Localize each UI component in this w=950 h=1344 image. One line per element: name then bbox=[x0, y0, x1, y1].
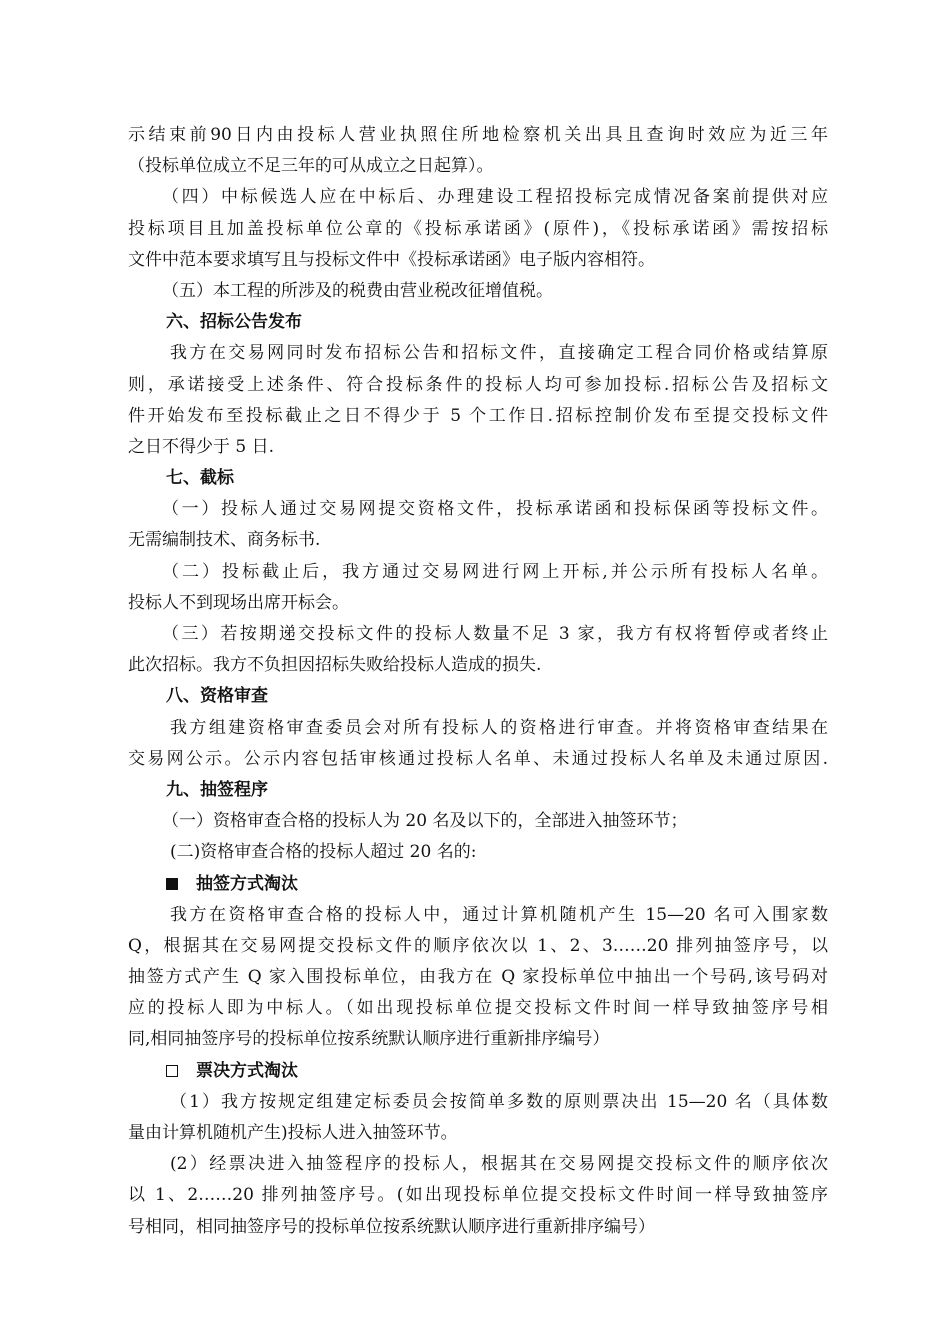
paragraph-line bbox=[128, 525, 828, 556]
line-text: Q，根据其在交易网提交投标文件的顺序依次以 1、2、3……20 排列抽签序号，以 bbox=[128, 935, 828, 956]
line-text: 件开始发布至投标截止之日不得少于 5 个工作日.招标控制价发布至提交投标文件 bbox=[128, 405, 828, 426]
line-text: 示结束前90日内由投标人营业执照住所地检察机关出具且查询时效应为近三年 bbox=[128, 125, 828, 145]
document-page bbox=[128, 120, 828, 1243]
line-text: 投标人不到现场出席开标会。 bbox=[128, 592, 349, 613]
section-heading bbox=[128, 307, 828, 338]
filled-square-bullet-icon bbox=[166, 878, 178, 890]
paragraph-line bbox=[128, 370, 828, 401]
paragraph-line bbox=[128, 182, 828, 213]
paragraph-line bbox=[128, 1149, 828, 1180]
paragraph-line bbox=[128, 993, 828, 1024]
line-text: (2）经票决进入抽签程序的投标人，根据其在交易网提交投标文件的顺序依次 bbox=[170, 1154, 828, 1175]
line-text: 六、招标公告发布 bbox=[166, 312, 302, 333]
paragraph-line bbox=[128, 1087, 828, 1118]
paragraph-line bbox=[128, 650, 828, 681]
line-text: 量由计算机随机产生)投标人进入抽签环节。 bbox=[128, 1123, 458, 1143]
paragraph-line bbox=[128, 214, 828, 245]
line-text: （一）投标人通过交易网提交资格文件，投标承诺函和投标保函等投标文件。 bbox=[162, 499, 828, 520]
paragraph-line bbox=[128, 1180, 828, 1211]
paragraph-line bbox=[128, 276, 828, 307]
line-text: 票决方式淘汰 bbox=[196, 1060, 298, 1081]
line-text: 交易网公示。公示内容包括审核通过投标人名单、未通过投标人名单及未通过原因. bbox=[128, 748, 828, 769]
line-text: 号相同，相同抽签序号的投标单位按系统默认顺序进行重新排序编号） bbox=[128, 1216, 655, 1237]
line-text: （三）若按期递交投标文件的投标人数量不足 3 家，我方有权将暂停或者终止 bbox=[162, 624, 828, 644]
section-heading bbox=[128, 681, 828, 712]
paragraph-line bbox=[128, 338, 828, 369]
line-text: （四）中标候选人应在中标后、办理建设工程招投标完成情况备案前提供对应 bbox=[162, 187, 828, 208]
paragraph-line bbox=[128, 557, 828, 588]
line-text: 应的投标人即为中标人。（如出现投标单位提交投标文件时间一样导致抽签序号相 bbox=[128, 998, 828, 1019]
line-text: （1）我方按规定组建定标委员会按简单多数的原则票决出 15—20 名（具体数 bbox=[170, 1091, 828, 1112]
line-text: 我方组建资格审查委员会对所有投标人的资格进行审查。并将资格审查结果在 bbox=[170, 717, 828, 738]
line-text: 则，承诺接受上述条件、符合投标条件的投标人均可参加投标.招标公告及招标文 bbox=[128, 374, 828, 395]
paragraph-line bbox=[128, 432, 828, 463]
paragraph-line bbox=[128, 1024, 828, 1055]
paragraph-line bbox=[128, 494, 828, 525]
line-text: 同,相同抽签序号的投标单位按系统默认顺序进行重新排序编号） bbox=[128, 1029, 610, 1050]
line-text: （二）投标截止后，我方通过交易网进行网上开标,并公示所有投标人名单。 bbox=[162, 561, 828, 582]
empty-square-bullet-icon bbox=[166, 1065, 178, 1077]
section-heading bbox=[128, 463, 828, 494]
section-heading bbox=[128, 869, 828, 900]
line-text: （一）资格审查合格的投标人为 20 名及以下的，全部进入抽签环节； bbox=[162, 811, 688, 832]
line-text: 八、资格审查 bbox=[166, 686, 268, 707]
line-text: 投标项目且加盖投标单位公章的《投标承诺函》(原件)，《投标承诺函》需按招标 bbox=[128, 218, 828, 239]
paragraph-line bbox=[128, 245, 828, 276]
section-heading bbox=[128, 1056, 828, 1087]
paragraph-line bbox=[128, 401, 828, 432]
line-text: 我方在交易网同时发布招标公告和招标文件，直接确定工程合同价格或结算原 bbox=[170, 343, 828, 364]
paragraph-line bbox=[128, 837, 828, 868]
line-text: 我方在资格审查合格的投标人中，通过计算机随机产生 15—20 名可入围家数 bbox=[170, 904, 828, 925]
line-text: 七、截标 bbox=[166, 468, 234, 489]
line-text: （五）本工程的所涉及的税费由营业税改征增值税。 bbox=[162, 280, 553, 301]
paragraph-line bbox=[128, 1118, 828, 1149]
line-text: 抽签方式产生 Q 家入围投标单位，由我方在 Q 家投标单位中抽出一个号码,该号码对 bbox=[128, 967, 828, 988]
line-text: (二)资格审查合格的投标人超过 20 名的: bbox=[170, 842, 477, 863]
line-text: 九、抽签程序 bbox=[166, 779, 268, 800]
paragraph-line bbox=[128, 588, 828, 619]
section-heading bbox=[128, 775, 828, 806]
line-text: 此次招标。我方不负担因招标失败给投标人造成的损失. bbox=[128, 655, 542, 676]
paragraph-line bbox=[128, 931, 828, 962]
paragraph-line bbox=[128, 619, 828, 650]
paragraph-line bbox=[128, 713, 828, 744]
line-text: 抽签方式淘汰 bbox=[196, 873, 298, 894]
paragraph-line bbox=[128, 744, 828, 775]
line-text: （投标单位成立不足三年的可从成立之日起算）。 bbox=[128, 156, 494, 177]
line-text: 无需编制技术、商务标书. bbox=[128, 530, 321, 551]
line-text: 文件中范本要求填写且与投标文件中《投标承诺函》电子版内容相符。 bbox=[128, 249, 655, 270]
paragraph-line bbox=[128, 151, 828, 182]
line-text: 以 1、2……20 排列抽签序号。(如出现投标单位提交投标文件时间一样导致抽签序 bbox=[128, 1185, 828, 1206]
paragraph-line bbox=[128, 120, 828, 151]
paragraph-line bbox=[128, 1212, 828, 1243]
paragraph-line bbox=[128, 900, 828, 931]
paragraph-line bbox=[128, 806, 828, 837]
line-text: 之日不得少于 5 日. bbox=[128, 436, 275, 457]
paragraph-line bbox=[128, 962, 828, 993]
